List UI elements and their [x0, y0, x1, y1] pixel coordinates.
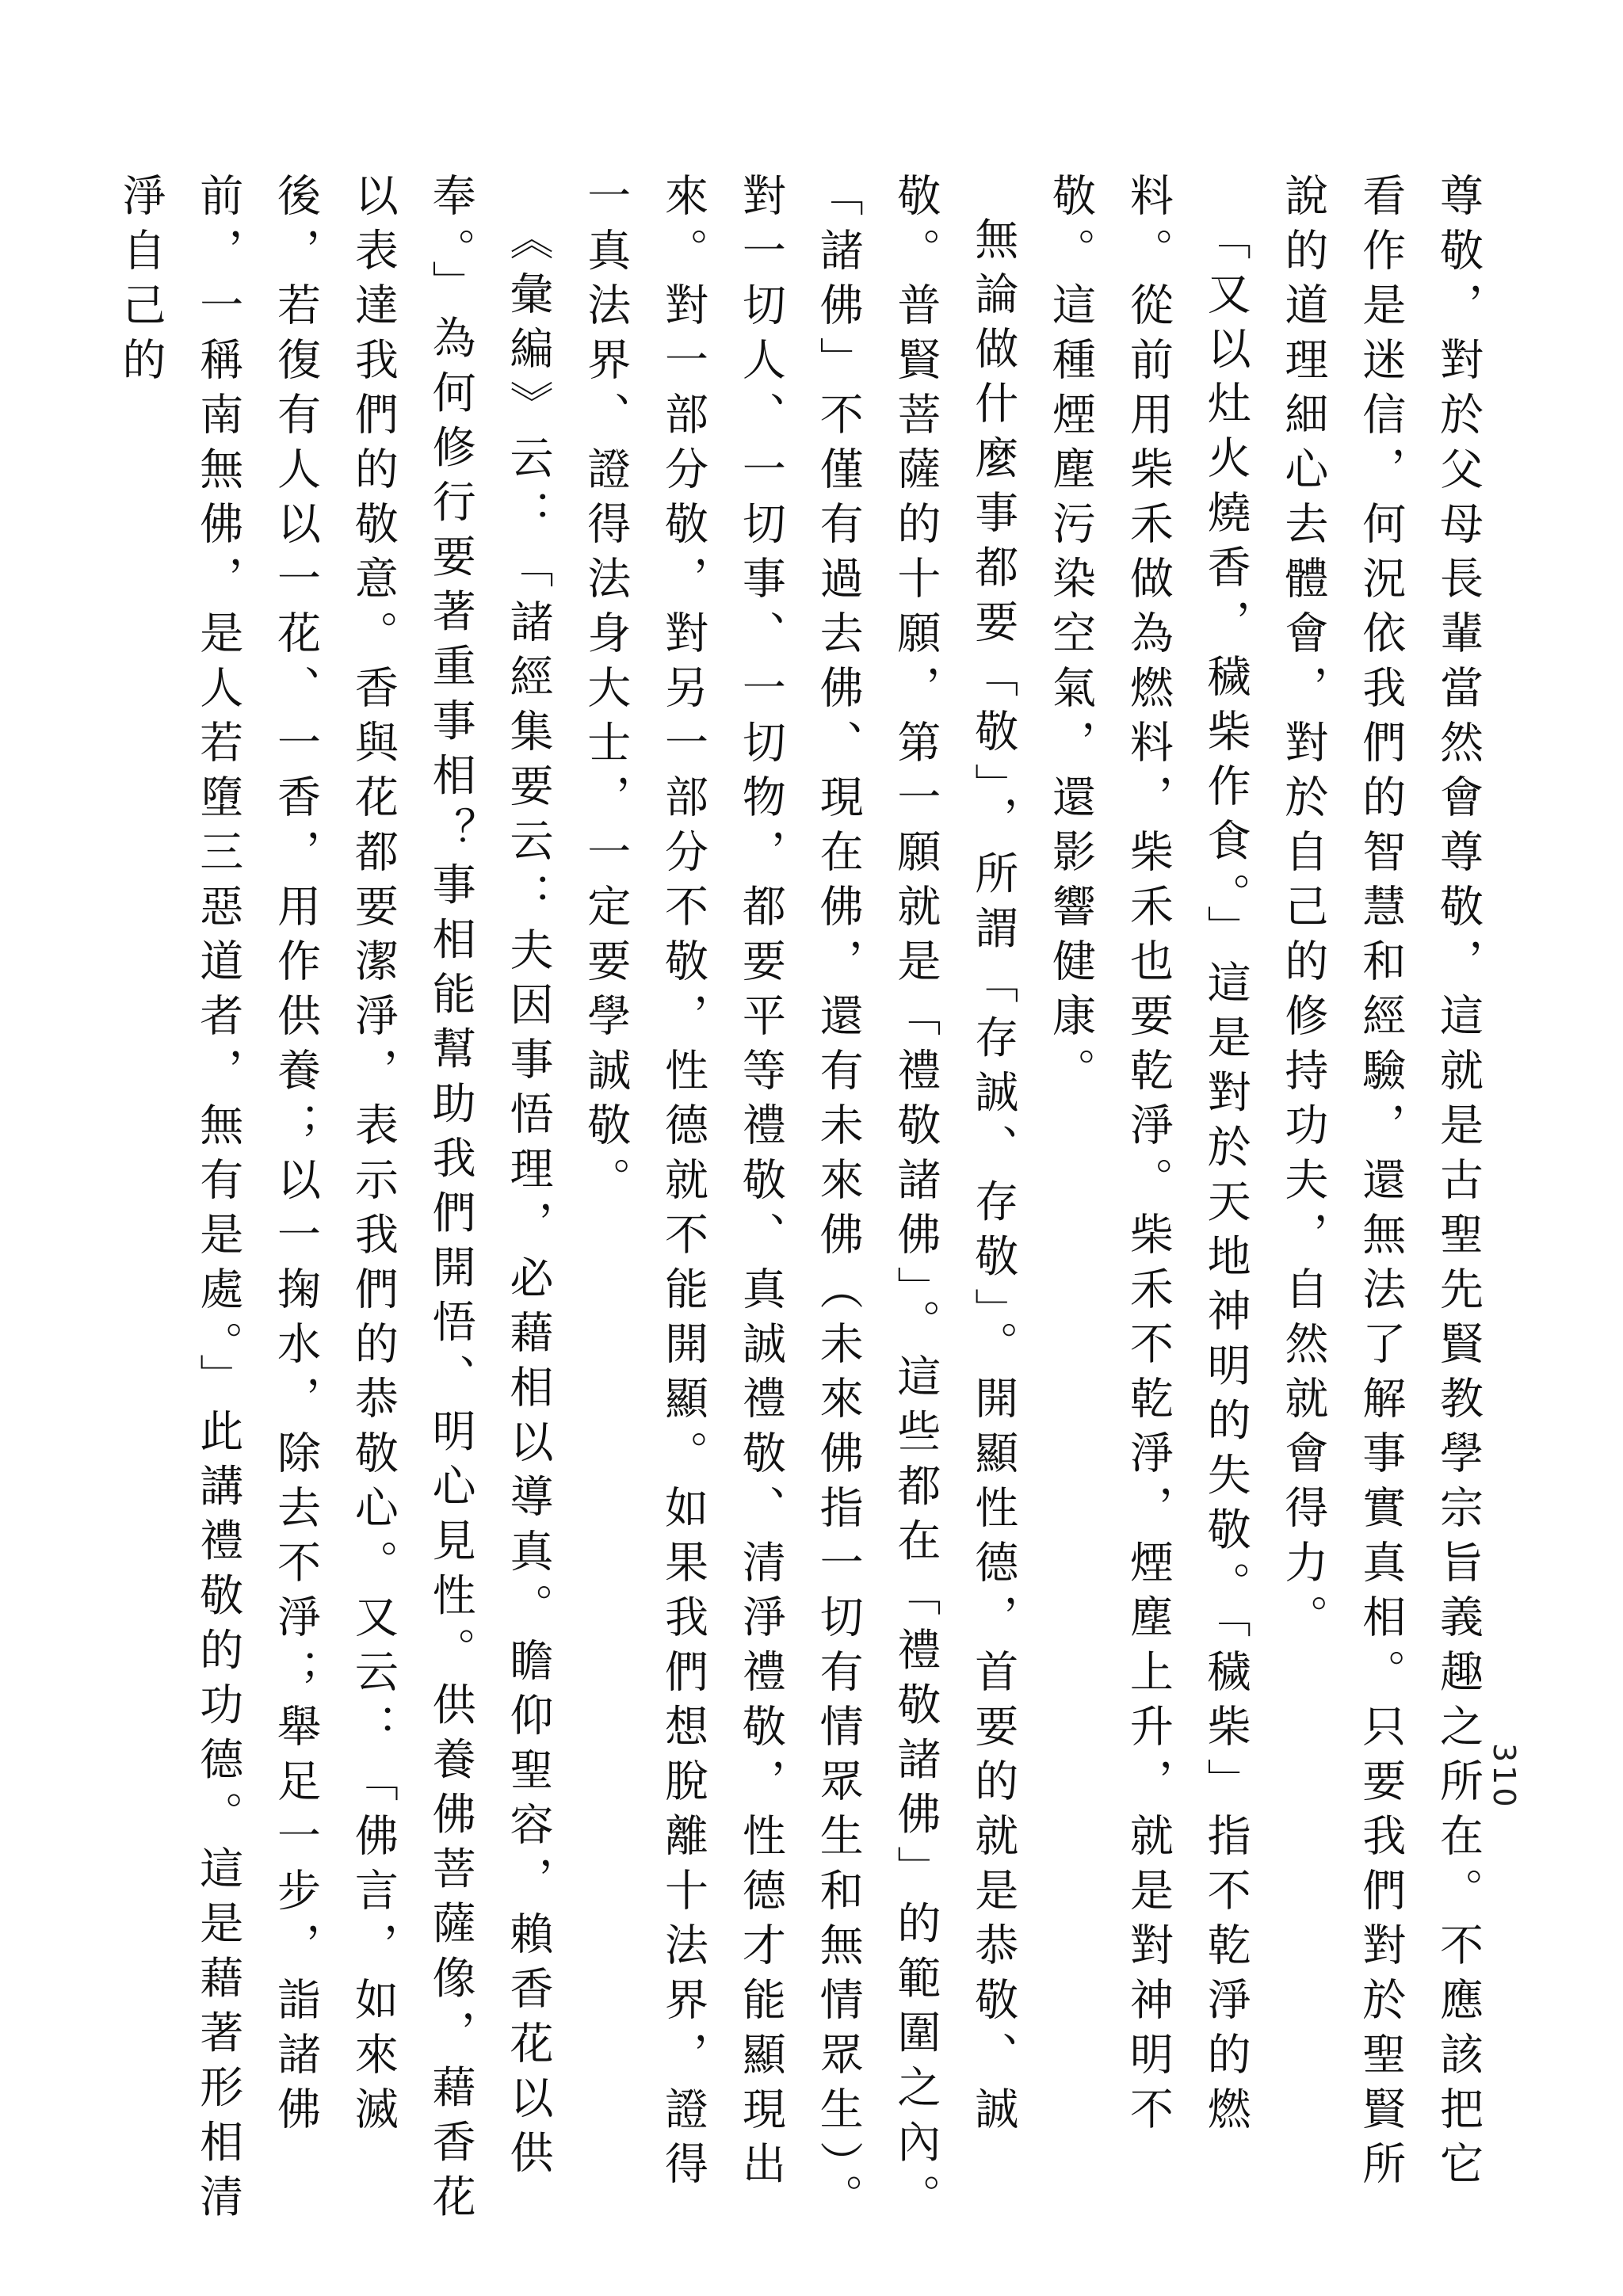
page-number: 310	[1487, 1743, 1522, 1810]
document-body	[101, 173, 1496, 2233]
paragraph-1: 尊敬，對於父母長輩當然會尊敬，這就是古聖先賢教學宗旨義趣之所在。不應該把它看作是迷信，何況依我們的智慧和經驗，還無法了解事實真相。只要我們對於聖賢所說的道理細心去體會，對於自己的修持功夫，自然就會得力。	[1277, 173, 1484, 2195]
paragraph-3: 無論做什麼事都要「敬」，所謂「存誠、存敬」。開顯性德，首要的就是恭敬、誠敬。普賢菩薩的十願，第一願就是「禮敬諸佛」。這些都在「禮敬諸佛」的範圍之內。「諸佛」不僅有過去佛、現在佛，還有未來佛（未來佛指一切有情眾生和無情眾生）。對一切人、一切事、一切物，都要平等禮敬、真誠禮敬、清淨禮敬，性德才能顯現出來。對一部分敬，對另一部分不敬，性德就不能開顯。如果我們想脫離十法界，證得一真法界、證得法身大士，一定要學誠敬。	[580, 173, 1019, 2229]
paragraph-2: 「又以灶火燒香，穢柴作食。」這是對於天地神明的失敬。「穢柴」指不乾淨的燃料。從前用柴禾做為燃料，柴禾也要乾淨。柴禾不乾淨，煙塵上升，就是對神明不敬。這種煙塵污染空氣，還影響健康。	[1045, 173, 1251, 2141]
paragraph-4: 《彙編》云：「諸經集要云：夫因事悟理，必藉相以導真。瞻仰聖容，賴香花以供奉。」為何修行要著重事相？事相能幫助我們開悟、明心見性。供養佛菩薩像，藉香花以表達我們的敬意。香與花都要潔淨，表示我們的恭敬心。又云：「佛言，如來滅後，若復有人以一花、一香，用作供養；以一掬水，除去不淨；舉足一步，詣諸佛前，一稱南無佛，是人若墮三惡道者，無有是處。」此講禮敬的功德。這是藉著形相清淨自己的	[115, 173, 554, 2229]
